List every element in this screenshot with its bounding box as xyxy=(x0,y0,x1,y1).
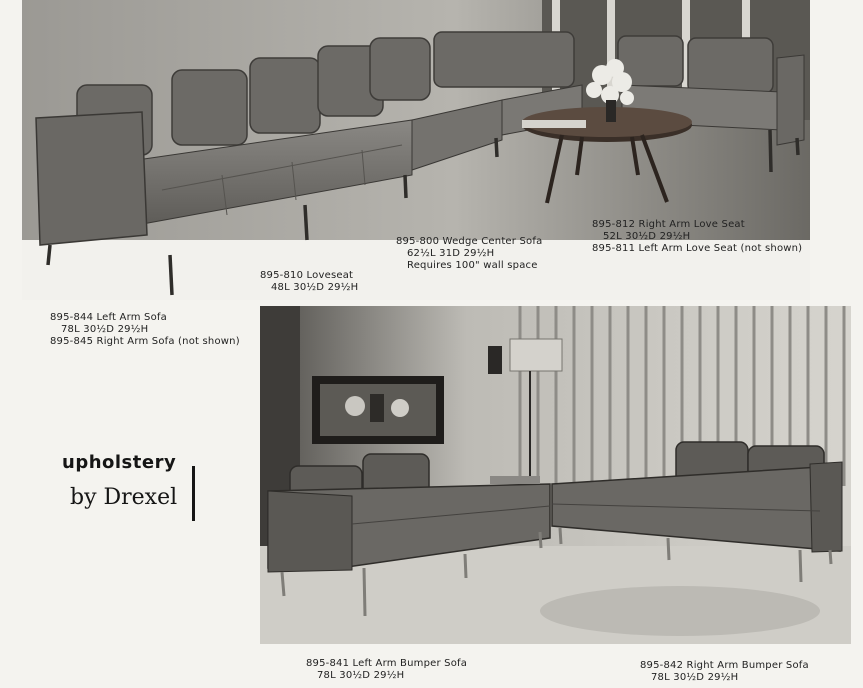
caption-model-line: 895-844 Left Arm Sofa xyxy=(50,312,167,323)
brand-by-drexel: by Drexel xyxy=(70,485,178,510)
brand-upholstery: upholstery xyxy=(62,452,177,473)
caption-variant-line: 895-811 Left Arm Love Seat (not shown) xyxy=(592,243,803,254)
caption-right-arm-love-seat xyxy=(592,219,802,255)
caption-dimensions: 78L 30½D 29½H xyxy=(61,324,149,335)
caption-model-line: 895-841 Left Arm Bumper Sofa xyxy=(306,658,468,669)
caption-note: Requires 100" wall space xyxy=(407,260,538,271)
caption-dimensions: 78L 30½D 29½H xyxy=(317,670,405,681)
caption-model-line: 895-812 Right Arm Love Seat xyxy=(592,219,745,230)
caption-dimensions: 62½L 31D 29½H xyxy=(407,248,495,259)
caption-left-arm-bumper-sofa xyxy=(306,658,467,682)
caption-dimensions: 52L 30½D 29½H xyxy=(603,231,691,242)
caption-dimensions: 78L 30½D 29½H xyxy=(651,672,739,683)
caption-dimensions: 48L 30½D 29½H xyxy=(271,282,359,293)
caption-left-arm-sofa xyxy=(50,312,240,348)
bumper-sofa-photo xyxy=(260,306,851,644)
caption-model-line: 895-842 Right Arm Bumper Sofa xyxy=(640,660,809,671)
caption-right-arm-bumper-sofa xyxy=(640,660,809,684)
brand-vertical-rule xyxy=(192,466,195,521)
caption-model-line: 895-800 Wedge Center Sofa xyxy=(396,236,543,247)
caption-wedge-center-sofa xyxy=(396,236,542,272)
caption-model-line: 895-810 Loveseat xyxy=(260,270,354,281)
caption-variant-line: 895-845 Right Arm Sofa (not shown) xyxy=(50,336,240,347)
caption-loveseat xyxy=(260,270,358,294)
brand-logo xyxy=(62,452,177,510)
